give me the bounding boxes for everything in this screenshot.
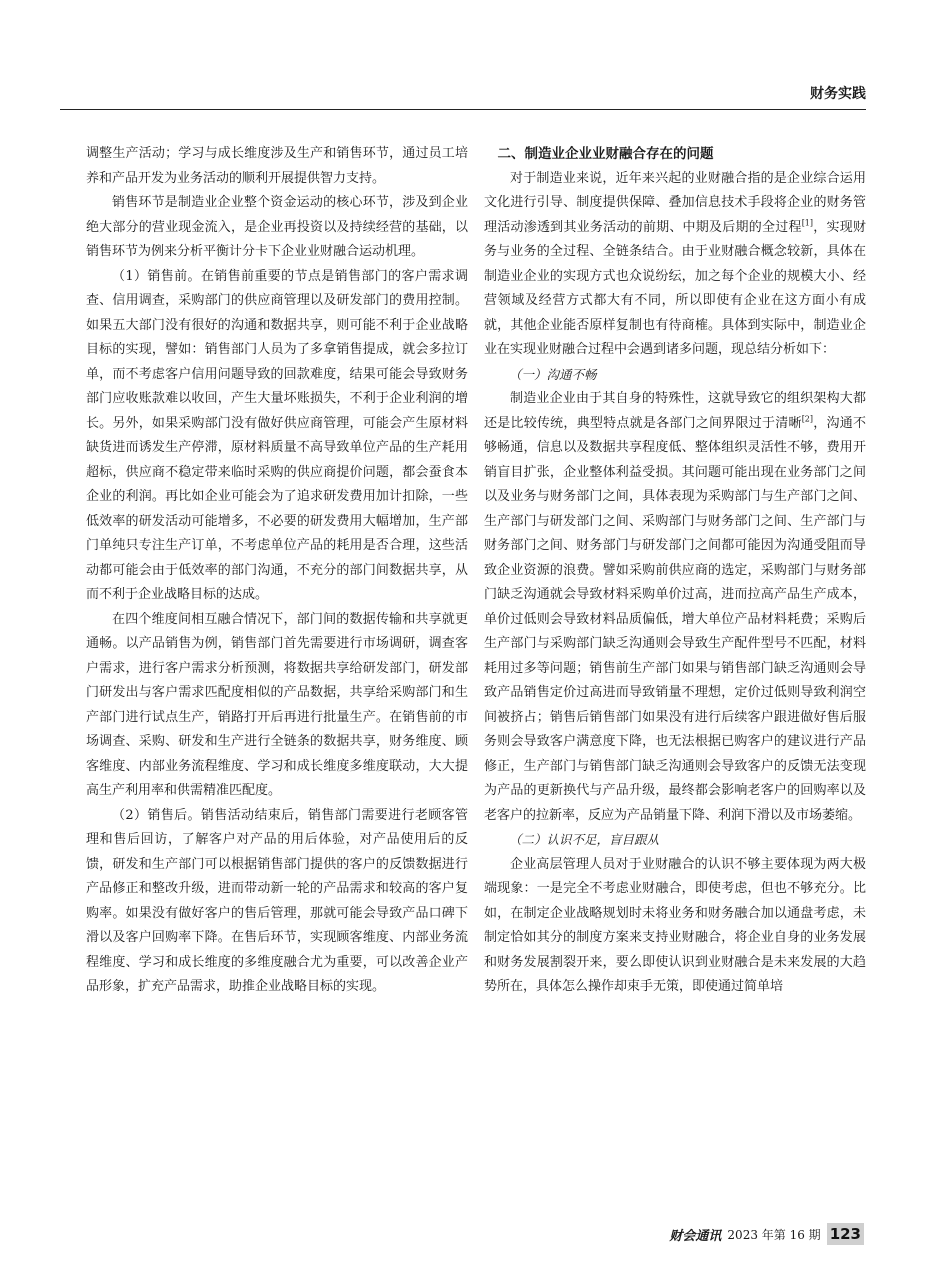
paragraph-text: ，沟通不够畅通，信息以及数据共享程度低、整体组织灵活性不够，费用开销盲目扩张，企业整体利益受损。其问题可能出现在业务部门之间以及业务与财务部门之间，具体表现为采购部门与生产部门之间、生产部门与研发部门之间、采购部门与财务部门之间、生产部门与财务部门之间、财务部门与研发部门之间都可能因为沟通受阻而导致企业资源的浪费。譬如采购前供应商的选定，采购部门与财务部门缺乏沟通就会导致材料采购单价过高，进而拉高产品生产成本，单价过低则会导致材料品质偏低，增大单位产品材料耗费；采购后生产部门与采购部门缺乏沟通则会导致生产配件型号不匹配，材料耗用过多等问题；销售前生产部门如果与销售部门缺乏沟通则会导致产品销售定价过高进而导致销量不理想，定价过低则导致利润空间被挤占；销售后销售部门如果没有进行后续客户跟进做好售后服务则会导致客户满意度下降，也无法根据已购客户的建议进行产品修正，生产部门与销售部门缺乏沟通则会导致客户的反馈无法变现为产品的更新换代与产品升级，最终都会影响老客户的回购率以及老客户的拉新率，反应为产品销量下降、利润下滑以及市场萎缩。 <box>484 415 866 823</box>
right-column <box>484 142 866 1000</box>
section-heading: 二、制造业企业业财融合存在的问题 <box>497 146 714 162</box>
issue-label: 2023 年第 16 期 <box>727 1227 821 1242</box>
citation: [1] <box>801 218 814 228</box>
paragraph-text: 制造业企业由于其自身的特殊性，这就导致它的组织架构大都还是比较传统，典型特点就是各部门之间界限过于清晰 <box>484 391 866 431</box>
paragraph-text: 对于制造业来说，近年来兴起的业财融合指的是企业综合运用文化进行引导、制度提供保障、叠加信息技术手段将企业的财务管理活动渗透到其业务活动的前期、中期及后期的全过程 <box>484 170 866 235</box>
page-header <box>60 84 866 110</box>
paragraph: 调整生产活动；学习与成长维度涉及生产和销售环节，通过员工培养和产品开发为业务活动的顺利开展提供智力支持。 <box>86 146 468 186</box>
paragraph: 企业高层管理人员对于业财融合的认识不够主要体现为两大极端现象：一是完全不考虑业财融合，即使考虑，但也不够充分。比如，在制定企业战略规划时未将业务和财务融合加以通盘考虑，未制定恰如其分的制度方案来支持业财融合，将企业自身的业务发展和财务发展割裂开来，要么即使认识到业财融合是未来发展的大趋势所在，具体怎么操作却束手无策，即使通过简单培 <box>484 856 866 994</box>
citation: [2] <box>801 414 814 424</box>
page-number: 123 <box>827 1223 864 1245</box>
paragraph: （2）销售后。销售活动结束后，销售部门需要进行老顾客管理和售后回访，了解客户对产品的用后体验，对产品使用后的反馈，研发和生产部门可以根据销售部门提供的客户的反馈数据进行产品修正和整改升级，进而带动新一轮的产品需求和较高的客户复购率。如果没有做好客户的售后管理，那就可能会导致产品口碑下滑以及客户回购率下降。在售后环节，实现顾客维度、内部业务流程维度、学习和成长维度的多维度融合尤为重要，可以改善企业产品形象，扩充产品需求，助推企业战略目标的实现。 <box>86 807 468 994</box>
page-footer <box>669 1222 864 1246</box>
subsection-heading: （一）沟通不畅 <box>509 366 597 382</box>
paragraph: 在四个维度间相互融合情况下，部门间的数据传输和共享就更通畅。以产品销售为例，销售部门首先需要进行市场调研，调查客户需求，进行客户需求分析预测，将数据共享给研发部门，研发部门研发出与客户需求匹配度相似的产品数据，共享给采购部门和生产部门进行试点生产，销路打开后再进行批量生产。在销售前的市场调查、采购、研发和生产进行全链条的数据共享，财务维度、顾客维度、内部业务流程维度、学习和成长维度多维度联动，大大提高生产利用率和供需精准匹配度。 <box>86 611 468 798</box>
paragraph: 销售环节是制造业企业整个资金运动的核心环节，涉及到企业绝大部分的营业现金流入，是企业再投资以及持续经营的基础，以销售环节为例来分析平衡计分卡下企业业财融合运动机理。 <box>86 195 468 259</box>
paragraph <box>484 387 866 828</box>
subsection-heading: （二）认识不足，盲目跟从 <box>509 832 660 847</box>
header-divider <box>60 109 866 110</box>
section-title: 财务实践 <box>810 86 866 102</box>
paragraph-text: ，实现财务与业务的全过程、全链条结合。由于业财融合概念较新，具体在制造业企业的实现方式也众说纷纭，加之每个企业的规模大小、经营领域及经营方式都大有不同，所以即使有企业在这方面小有成就，其他企业能否原样复制也有待商榷。具体到实际中，制造业企业在实现业财融合过程中会遇到诸多问题，现总结分析如下： <box>484 219 866 357</box>
paragraph <box>484 167 866 363</box>
paragraph: （1）销售前。在销售前重要的节点是销售部门的客户需求调查、信用调查，采购部门的供应商管理以及研发部门的费用控制。如果五大部门没有很好的沟通和数据共享，则可能不利于企业战略目标的实现，譬如：销售部门人员为了多拿销售提成，就会多拉订单，而不考虑客户信用问题导致的回款难度，结果可能会导致财务部门应收账款难以收回，产生大量坏账损失，不利于企业利润的增长。另外，如果采购部门没有做好供应商管理，可能会产生原材料缺货进而诱发生产停滞，原材料质量不高导致单位产品的生产耗用超标，供应商不稳定带来临时采购的供应商提价问题，都会蚕食本企业的利润。再比如企业可能会为了追求研发费用加计扣除，一些低效率的研发活动可能增多，不必要的研发费用大幅增加，生产部门单纯只专注生产订单，不考虑单位产品的耗用是否合理，这些活动都可能会由于低效率的部门沟通，不充分的部门间数据共享，从而不利于企业战略目标的达成。 <box>86 268 468 602</box>
left-column <box>86 142 468 1000</box>
journal-name: 财会通讯 <box>669 1228 722 1244</box>
